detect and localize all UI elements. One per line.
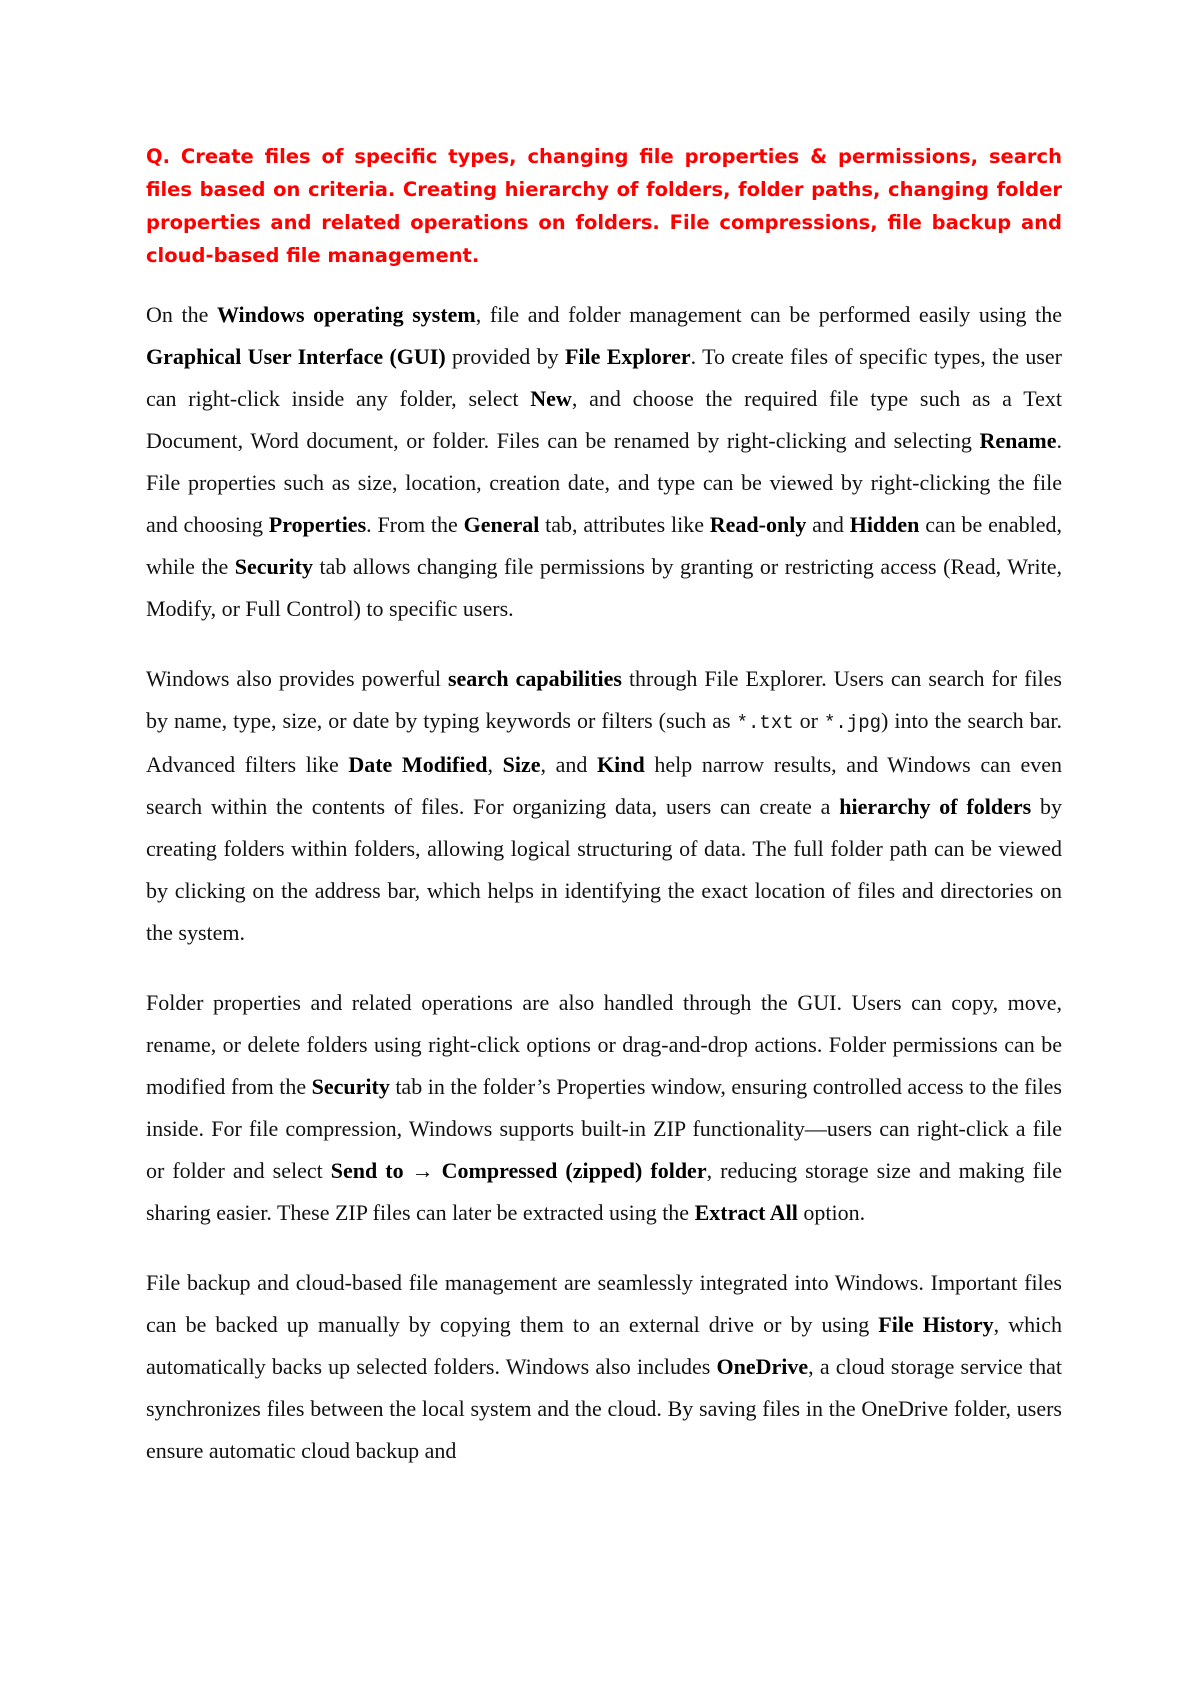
paragraph-search: Windows also provides powerful search capabilities through File Explorer. Users can search for files by name, type, size, or date by typing keywords or filters (such as *.txt or *.jpg) into the search bar. Advanced filters like Date Modified, Size, and Kind help narrow results, and Windows can even search within the contents of files. For organizing data, users can create a hierarchy of folders by creating folders within folders, allowing logical structuring of data. The full folder path can be viewed by clicking on the address bar, which helps in identifying the exact location of files and directories on the system. — [146, 666, 1063, 945]
term-security-tab: Security — [311, 1074, 390, 1099]
paragraph-folder-operations: Folder properties and related operations are also handled through the GUI. Users can copy, move, rename, or delete folders using right-click options or drag-and-drop actions. Folder permissions can be modified from the Security tab in the folder’s Properties window, ensuring controlled access to the files inside. For file compression, Windows supports built-in ZIP functionality—users can right-click a file or folder and select Send to → Compressed (zipped) folder, reducing storage size and making file sharing easier. These ZIP files can later be extracted using the Extract All option. — [146, 990, 1062, 1225]
term-read-only: Read-only — [709, 512, 807, 537]
term-new: New — [530, 386, 572, 411]
paragraph-backup-cloud: File backup and cloud-based file management are seamlessly integrated into Windows. Important files can be backed up manually by copying them to an external drive or by using File History, which automatically backs up selected folders. Windows also includes OneDrive, a cloud storage service that synchronizes files between the local system and the cloud. By saving files in the OneDrive folder, users ensure automatic cloud backup and — [146, 1270, 1062, 1463]
question-heading: Q. Create files of specific types, changing file properties & permissions, search files based on criteria. Creating hierarchy of folders, folder paths, changing folder properties and related operations on folders. File compressions, file backup and cloud-based file management. — [146, 145, 1062, 267]
term-file-explorer: File Explorer — [564, 344, 691, 369]
paragraph-file-management: On the Windows operating system, file and folder management can be performed easily using the Graphical User Interface (GUI) provided by File Explorer. To create files of specific types, the user can right-click inside any folder, select New, and choose the required file type such as a Text Document, Word document, or folder. Files can be renamed by right-clicking and selecting Rename. File properties such as size, location, creation date, and type can be viewed by right-clicking the file and choosing Properties. From the General tab, attributes like Read-only and Hidden can be enabled, while the Security tab allows changing file permissions by granting or restricting access (Read, Write, Modify, or Full Control) to specific users. — [146, 302, 1062, 621]
term-hierarchy-of-folders: hierarchy of folders — [839, 794, 1032, 819]
code-jpg-filter: *.jpg — [823, 712, 881, 734]
term-hidden: Hidden — [849, 512, 920, 537]
term-general: General — [463, 512, 540, 537]
term-date-modified: Date Modified — [348, 752, 488, 777]
term-rename: Rename — [979, 428, 1057, 453]
term-kind: Kind — [597, 752, 645, 777]
code-txt-filter: *.txt — [736, 712, 794, 734]
term-properties: Properties — [268, 512, 367, 537]
term-search-capabilities: search capabilities — [447, 666, 622, 691]
term-gui: Graphical User Interface (GUI) — [146, 344, 446, 369]
term-send-to-compressed: Send to → Compressed (zipped) folder — [330, 1158, 707, 1183]
term-security: Security — [234, 554, 313, 579]
document-page — [146, 140, 1062, 1500]
term-onedrive: OneDrive — [716, 1354, 809, 1379]
term-file-history: File History — [878, 1312, 994, 1337]
term-extract-all: Extract All — [694, 1200, 798, 1225]
term-size: Size — [502, 752, 541, 777]
term-windows-os: Windows operating system — [216, 302, 476, 327]
